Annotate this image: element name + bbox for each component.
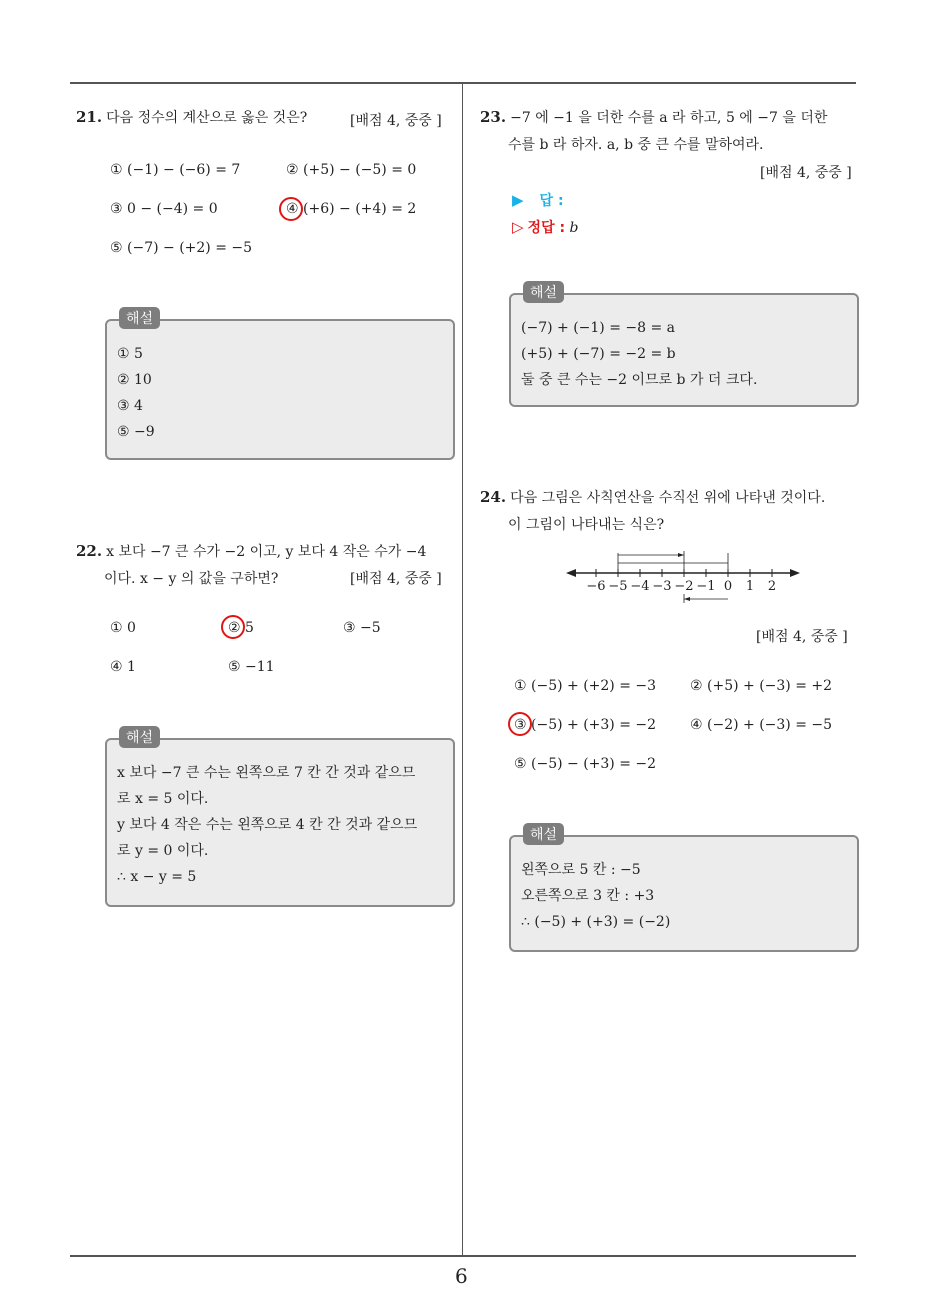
solution-line: ∴ (−5) + (+3) = (−2) (521, 914, 671, 930)
solution-line: ① 5 (117, 346, 143, 362)
q22-meta: [배점 4, 중중 ] (350, 571, 442, 587)
q22-solution-box (105, 738, 455, 907)
q21-solution-tag: 해설 (119, 307, 160, 329)
solution-line: ② 10 (117, 372, 152, 388)
q24-solution-box (509, 835, 859, 952)
q23-question (480, 104, 827, 159)
q22-option-1[interactable]: ① 0 (110, 620, 136, 636)
q22-marked-circle (221, 615, 245, 639)
solution-line: 왼쪽으로 5 칸 : −5 (521, 862, 641, 878)
q24-line2: 이 그림이 나타내는 식은? (508, 517, 665, 533)
q23-meta: [배점 4, 중중 ] (760, 165, 852, 181)
q23-solution-tag: 해설 (523, 281, 564, 303)
q22-solution-body (117, 760, 443, 890)
q21-marked-circle (279, 197, 303, 221)
solution-line: 둘 중 큰 수는 −2 이므로 b 가 더 크다. (521, 372, 758, 388)
q21-option-3[interactable]: ③ 0 − (−4) = 0 (110, 201, 218, 217)
tick-label: −1 (696, 579, 716, 594)
tick-label: −4 (630, 579, 650, 594)
q22-option-5[interactable]: ⑤ −11 (228, 659, 275, 675)
q24-number: 24. (480, 488, 507, 506)
q23-line1: −7 에 −1 을 더한 수를 a 라 하고, 5 에 −7 을 더한 (510, 110, 828, 126)
q23-solution-body (521, 315, 847, 393)
solution-line: 로 x = 5 이다. (117, 791, 209, 807)
axis-right-arrow (790, 569, 800, 577)
q23-correct-label: 정답 : (527, 220, 566, 236)
solution-line: ③ 4 (117, 398, 143, 414)
tick-label: 1 (745, 579, 755, 594)
q24-option-1[interactable]: ① (−5) + (+2) = −3 (514, 678, 657, 694)
result-bracket-arrowhead (684, 597, 690, 601)
q24-question (480, 484, 825, 539)
move-right-3-arrowhead (678, 553, 684, 557)
solution-line: (+5) + (−7) = −2 = b (521, 346, 676, 362)
tick-label: 0 (723, 579, 733, 594)
solution-line: 로 y = 0 이다. (117, 843, 209, 859)
solution-line: ⑤ −9 (117, 424, 155, 440)
q23-solution-box (509, 293, 859, 407)
q21-text: 다음 정수의 계산으로 옳은 것은? (106, 110, 308, 126)
outline-play-icon: ▷ (512, 218, 524, 236)
solution-line: x 보다 −7 큰 수는 왼쪽으로 7 칸 간 것과 같으므 (117, 765, 416, 781)
q21-number: 21. (76, 108, 103, 126)
q21-meta: [배점 4, 중중 ] (350, 113, 442, 129)
q24-number-line (560, 545, 810, 605)
column-divider (462, 84, 463, 1256)
q22-option-3[interactable]: ③ −5 (343, 620, 381, 636)
solution-line: (−7) + (−1) = −8 = a (521, 320, 675, 336)
q21-option-1[interactable]: ① (−1) − (−6) = 7 (110, 162, 241, 178)
tick-label: −3 (652, 579, 672, 594)
q24-option-2[interactable]: ② (+5) + (−3) = +2 (690, 678, 833, 694)
q24-marked-circle (508, 712, 532, 736)
solution-line: ∴ x − y = 5 (117, 869, 197, 885)
q21-option-4[interactable]: ④ (+6) − (+4) = 2 (286, 201, 417, 217)
q23-number: 23. (480, 108, 507, 126)
q21-option-2[interactable]: ② (+5) − (−5) = 0 (286, 162, 417, 178)
q24-solution-body (521, 857, 847, 935)
q22-line2: 이다. x − y 의 값을 구하면? (104, 571, 279, 587)
q23-correct-value: b (569, 220, 579, 236)
q22-option-2[interactable]: ② 5 (228, 620, 254, 636)
top-rule (70, 82, 856, 84)
tick-label: −2 (674, 579, 694, 594)
q22-option-4[interactable]: ④ 1 (110, 659, 136, 675)
q24-option-5[interactable]: ⑤ (−5) − (+3) = −2 (514, 756, 657, 772)
q23-answer-row (512, 190, 564, 210)
q21-option-5[interactable]: ⑤ (−7) − (+2) = −5 (110, 240, 253, 256)
bottom-rule (70, 1255, 856, 1257)
tick-label: −6 (586, 579, 606, 594)
q22-number: 22. (76, 542, 103, 560)
q24-line1: 다음 그림은 사칙연산을 수직선 위에 나타낸 것이다. (510, 490, 826, 506)
q22-line1: x 보다 −7 큰 수가 −2 이고, y 보다 4 작은 수가 −4 (106, 544, 427, 560)
page-number: 6 (455, 1264, 468, 1288)
q24-meta: [배점 4, 중중 ] (756, 629, 848, 645)
solution-line: y 보다 4 작은 수는 왼쪽으로 4 칸 간 것과 같으므 (117, 817, 418, 833)
solution-line: 오른쪽으로 3 칸 : +3 (521, 888, 655, 904)
play-icon: ▶ (512, 191, 524, 209)
q24-solution-tag: 해설 (523, 823, 564, 845)
q21-solution-box (105, 319, 455, 460)
q24-option-4[interactable]: ④ (−2) + (−3) = −5 (690, 717, 833, 733)
q23-answer-label: 답 : (539, 193, 564, 209)
q23-line2: 수를 b 라 하자. a, b 중 큰 수를 말하여라. (508, 137, 764, 153)
q21-solution-body (117, 341, 443, 445)
axis-left-arrow (566, 569, 576, 577)
q23-correct-row (512, 217, 579, 237)
q22-solution-tag: 해설 (119, 726, 160, 748)
q24-option-3[interactable]: ③ (−5) + (+3) = −2 (514, 717, 657, 733)
tick-label: 2 (767, 579, 777, 594)
tick-label: −5 (608, 579, 628, 594)
q21-question (76, 104, 307, 132)
